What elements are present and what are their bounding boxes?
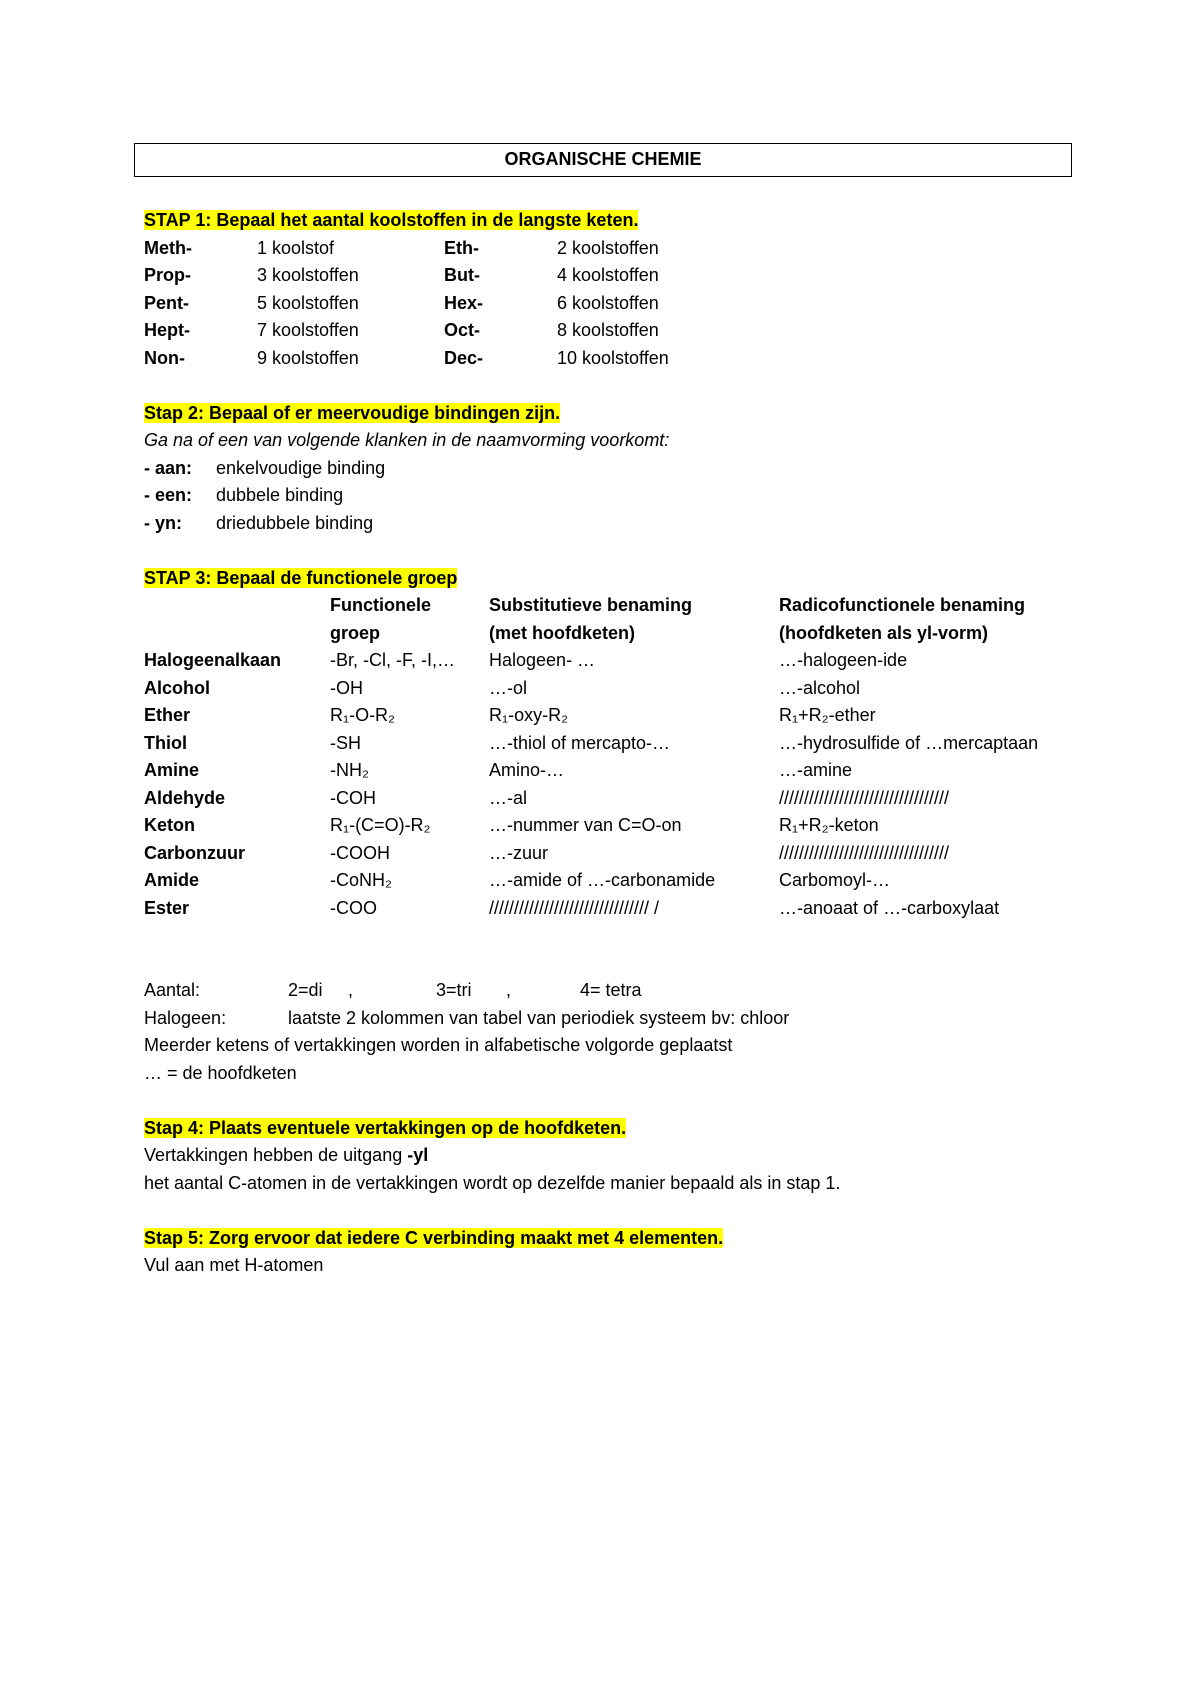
group-formula: R₁-(C=O)-R₂ xyxy=(330,815,431,835)
stap4-section xyxy=(144,1115,1084,1198)
stap2-section xyxy=(144,400,1084,538)
binding-suffix: - yn: xyxy=(144,512,182,533)
group-name: Aldehyde xyxy=(144,787,226,808)
stap4-line1 xyxy=(144,1142,1084,1170)
stap2-heading: Stap 2: Bepaal of er meervoudige bindingen zijn. xyxy=(144,402,561,423)
stap3-heading: STAP 3: Bepaal de functionele groep xyxy=(144,567,458,588)
count-cell: 5 koolstoffen xyxy=(257,292,359,313)
stap3-table-header xyxy=(144,592,1084,647)
substitutive-name: //////////////////////////////// / xyxy=(489,897,660,918)
stap5-section xyxy=(144,1225,1084,1280)
radicofunctional-name: R₁+R₂-ether xyxy=(779,705,876,725)
col-head-radicofunctionele: Radicofunctionele benaming xyxy=(779,595,1026,615)
prefix-cell: Meth- xyxy=(144,237,192,258)
binding-type: enkelvoudige binding xyxy=(216,457,386,478)
prefix-cell: Hept- xyxy=(144,320,190,340)
col-head-yl-vorm: (hoofdketen als yl-vorm) xyxy=(779,622,989,643)
stap2-list xyxy=(144,455,1084,538)
group-formula: -Br, -Cl, -F, -I,… xyxy=(330,650,455,670)
group-formula: -NH₂ xyxy=(330,760,369,780)
stap4-heading: Stap 4: Plaats eventuele vertakkingen op de hoofdketen. xyxy=(144,1117,627,1138)
count-cell: 2 koolstoffen xyxy=(557,237,659,258)
stap4-line1-suffix: -yl xyxy=(407,1145,429,1165)
count-cell: 4 koolstoffen xyxy=(557,265,659,285)
prefix-cell: Eth- xyxy=(444,237,479,258)
group-formula: -SH xyxy=(330,732,361,753)
hoofdketen-text: … = de hoofdketen xyxy=(144,1062,297,1083)
radicofunctional-name: ////////////////////////////////// xyxy=(779,787,950,808)
functional-group-row xyxy=(144,840,1084,868)
halogeen-row xyxy=(144,1005,1084,1033)
col-head-met-hoofdketen: (met hoofdketen) xyxy=(489,622,635,643)
binding-suffix: - aan: xyxy=(144,457,193,478)
stap2-intro: Ga na of een van volgende klanken in de naamvorming voorkomt: xyxy=(144,430,670,450)
prefix-cell: But- xyxy=(444,265,480,285)
col-head-substitutieve: Substitutieve benaming xyxy=(489,595,693,615)
stap1-section xyxy=(144,207,1084,372)
document-content xyxy=(144,207,1084,1280)
group-formula: -COH xyxy=(330,787,376,808)
aantal-di: 2=di xyxy=(288,980,323,1000)
stap3-section xyxy=(144,565,1084,950)
substitutive-name: Halogeen- … xyxy=(489,650,596,670)
prefix-cell: Hex- xyxy=(444,292,484,313)
koolstof-row xyxy=(144,262,1084,290)
functional-group-row xyxy=(144,895,1084,950)
group-name: Ester xyxy=(144,897,190,918)
aantal-sep: , xyxy=(348,980,354,1000)
col-head-functionele: Functionele xyxy=(330,595,432,615)
count-cell: 7 koolstoffen xyxy=(257,320,359,340)
aantal-label: Aantal: xyxy=(144,980,201,1000)
radicofunctional-name: ////////////////////////////////// xyxy=(779,842,950,863)
count-cell: 3 koolstoffen xyxy=(257,265,359,285)
stap5-line1: Vul aan met H-atomen xyxy=(144,1255,324,1275)
binding-suffix: - een: xyxy=(144,485,193,505)
radicofunctional-name: …-anoaat of …-carboxylaat xyxy=(779,897,1000,918)
prefix-cell: Oct- xyxy=(444,320,480,340)
group-name: Ether xyxy=(144,705,191,725)
stap1-heading: STAP 1: Bepaal het aantal koolstoffen in de langste keten. xyxy=(144,210,639,230)
substitutive-name: R₁-oxy-R₂ xyxy=(489,705,569,725)
functional-group-row xyxy=(144,702,1084,730)
binding-row xyxy=(144,510,1084,538)
substitutive-name: …-zuur xyxy=(489,842,549,863)
substitutive-name: …-nummer van C=O-on xyxy=(489,815,682,835)
halogeen-label: Halogeen: xyxy=(144,1007,227,1028)
prefix-cell: Non- xyxy=(144,347,185,368)
functional-group-row xyxy=(144,675,1084,703)
radicofunctional-name: R₁+R₂-keton xyxy=(779,815,879,835)
group-name: Keton xyxy=(144,815,195,835)
binding-type: dubbele binding xyxy=(216,485,344,505)
group-name: Halogeenalkaan xyxy=(144,650,282,670)
stap3-table xyxy=(144,647,1084,950)
count-cell: 8 koolstoffen xyxy=(557,320,659,340)
group-name: Amide xyxy=(144,870,200,890)
count-cell: 10 koolstoffen xyxy=(557,347,669,368)
aantal-tetra: 4= tetra xyxy=(580,980,642,1000)
stap5-heading: Stap 5: Zorg ervoor dat iedere C verbinding maakt met 4 elementen. xyxy=(144,1227,724,1248)
halogeen-text: laatste 2 kolommen van tabel van periodiek systeem bv: chloor xyxy=(288,1007,790,1028)
prefix-cell: Prop- xyxy=(144,265,191,285)
radicofunctional-name: …-hydrosulfide of …mercaptaan xyxy=(779,732,1039,753)
stap1-table xyxy=(144,235,1084,373)
group-name: Thiol xyxy=(144,732,187,753)
koolstof-row xyxy=(144,290,1084,318)
radicofunctional-name: …-halogeen-ide xyxy=(779,650,908,670)
koolstof-row xyxy=(144,235,1084,263)
binding-type: driedubbele binding xyxy=(216,512,374,533)
notes-section xyxy=(144,977,1084,1087)
group-name: Amine xyxy=(144,760,200,780)
functional-group-row xyxy=(144,730,1084,758)
aantal-row xyxy=(144,977,1084,1005)
aantal-sep: , xyxy=(506,980,512,1000)
functional-group-row xyxy=(144,757,1084,785)
functional-group-row xyxy=(144,867,1084,895)
substitutive-name: Amino-… xyxy=(489,760,565,780)
page-title: ORGANISCHE CHEMIE xyxy=(134,143,1072,177)
group-formula: -OH xyxy=(330,677,363,698)
functional-group-row xyxy=(144,647,1084,675)
prefix-cell: Pent- xyxy=(144,292,189,313)
stap4-line1-text: Vertakkingen hebben de uitgang xyxy=(144,1145,408,1165)
koolstof-row xyxy=(144,317,1084,345)
count-cell: 6 koolstoffen xyxy=(557,292,659,313)
aantal-tri: 3=tri xyxy=(436,980,472,1000)
prefix-cell: Dec- xyxy=(444,347,484,368)
substitutive-name: …-amide of …-carbonamide xyxy=(489,870,716,890)
substitutive-name: …-ol xyxy=(489,677,528,698)
col-head-groep: groep xyxy=(330,622,381,643)
group-formula: R₁-O-R₂ xyxy=(330,705,396,725)
functional-group-row xyxy=(144,812,1084,840)
group-name: Carbonzuur xyxy=(144,842,245,863)
radicofunctional-name: …-amine xyxy=(779,760,853,780)
group-formula: -COOH xyxy=(330,842,390,863)
binding-row xyxy=(144,482,1084,510)
group-name: Alcohol xyxy=(144,677,210,698)
count-cell: 1 koolstof xyxy=(257,237,335,258)
stap4-line2: het aantal C-atomen in de vertakkingen wordt op dezelfde manier bepaald als in stap 1. xyxy=(144,1172,841,1193)
substitutive-name: …-al xyxy=(489,787,528,808)
group-formula: -COO xyxy=(330,897,377,918)
meerder-text: Meerder ketens of vertakkingen worden in alfabetische volgorde geplaatst xyxy=(144,1035,733,1055)
count-cell: 9 koolstoffen xyxy=(257,347,359,368)
radicofunctional-name: …-alcohol xyxy=(779,677,861,698)
binding-row xyxy=(144,455,1084,483)
substitutive-name: …-thiol of mercapto-… xyxy=(489,732,671,753)
radicofunctional-name: Carbomoyl-… xyxy=(779,870,891,890)
group-formula: -CoNH₂ xyxy=(330,870,392,890)
functional-group-row xyxy=(144,785,1084,813)
koolstof-row xyxy=(144,345,1084,373)
